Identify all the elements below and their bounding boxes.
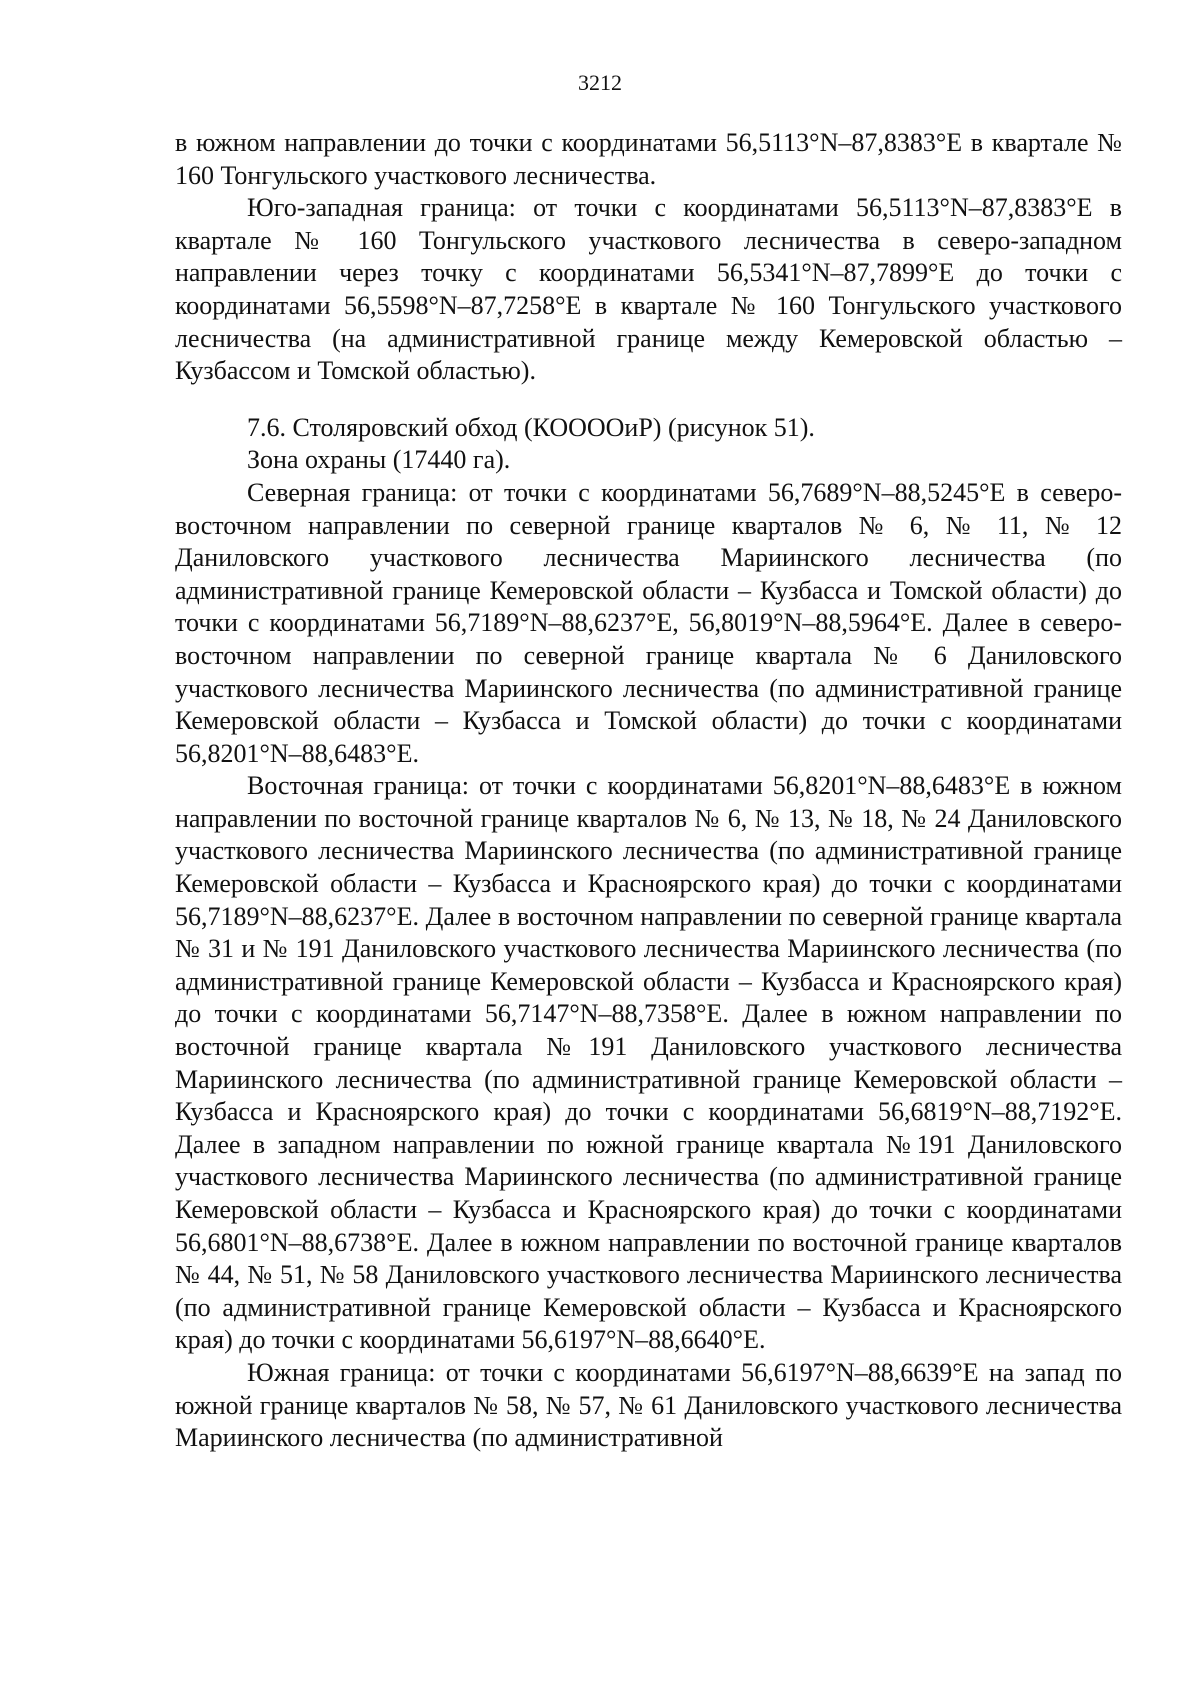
paragraph-north-boundary: Северная граница: от точки с координатами 56,7689°N–88,5245°E в северо-восточном направлении по северной границе кварталов № 6, № 11, № 12 Даниловского участкового лесничества Мариинского лесничества (по административной границе Кемеровской области – Кузбасса и Томской области) до точки с координатами 56,7189°N–88,6237°E, 56,8019°N–88,5964°E. Далее в северо-восточном направлении по северной границе квартала № 6 Даниловского участкового лесничества Мариинского лесничества (по административной границе Кемеровской области – Кузбасса и Томской области) до точки с координатами 56,8201°N–88,6483°E. [175,477,1122,768]
page-number: 3212 [578,70,622,95]
document-body [175,127,1122,1455]
section-spacer [175,388,1122,412]
section-heading: 7.6. Столяровский обход (КОООOиР) (рисунок 51). [247,412,815,442]
paragraph-continuation: в южном направлении до точки с координатами 56,5113°N–87,8383°E в квартале № 160 Тонгульского участкового лесничества. [175,128,1122,190]
protection-zone-line: Зона охраны (17440 га). [247,445,511,475]
paragraph-southwest-boundary: Юго-западная граница: от точки с координатами 56,5113°N–87,8383°E в квартале № 160 Тонгульского участкового лесничества в северо-западном направлении через точку с координатами 56,5341°N–87,7899°E до точки с координатами 56,5598°N–87,7258°E в квартале № 160 Тонгульского участкового лесничества (на административной границе между Кемеровской областью – Кузбассом и Томской областью). [175,193,1122,386]
paragraph-south-boundary: Южная граница: от точки с координатами 56,6197°N–88,6639°E на запад по южной границе кварталов № 58, № 57, № 61 Даниловского участкового лесничества Мариинского лесничества (по административной [175,1357,1122,1453]
paragraph-east-boundary: Восточная граница: от точки с координатами 56,8201°N–88,6483°E в южном направлении по восточной границе кварталов № 6, № 13, № 18, № 24 Даниловского участкового лесничества Мариинского лесничества (по административной границе Кемеровской области – Кузбасса и Красноярского края) до точки с координатами 56,7189°N–88,6237°E. Далее в восточном направлении по северной границе квартала № 31 и № 191 Даниловского участкового лесничества Мариинского лесничества (по административной границе Кемеровской области – Кузбасса и Красноярского края) до точки с координатами 56,7147°N–88,7358°E. Далее в южном направлении по восточной границе квартала №191 Даниловского участкового лесничества Мариинского лесничества (по административной границе Кемеровской области – Кузбасса и Красноярского края) до точки с координатами 56,6819°N–88,7192°E. Далее в западном направлении по южной границе квартала №191 Даниловского участкового лесничества Мариинского лесничества (по административной границе Кемеровской области – Кузбасса и Красноярского края) до точки с координатами 56,6801°N–88,6738°E. Далее в южном направлении по восточной границе кварталов № 44, № 51, № 58 Даниловского участкового лесничества Мариинского лесничества (по административной границе Кемеровской области – Кузбасса и Красноярского края) до точки с координатами 56,6197°N–88,6640°E. [175,771,1122,1355]
